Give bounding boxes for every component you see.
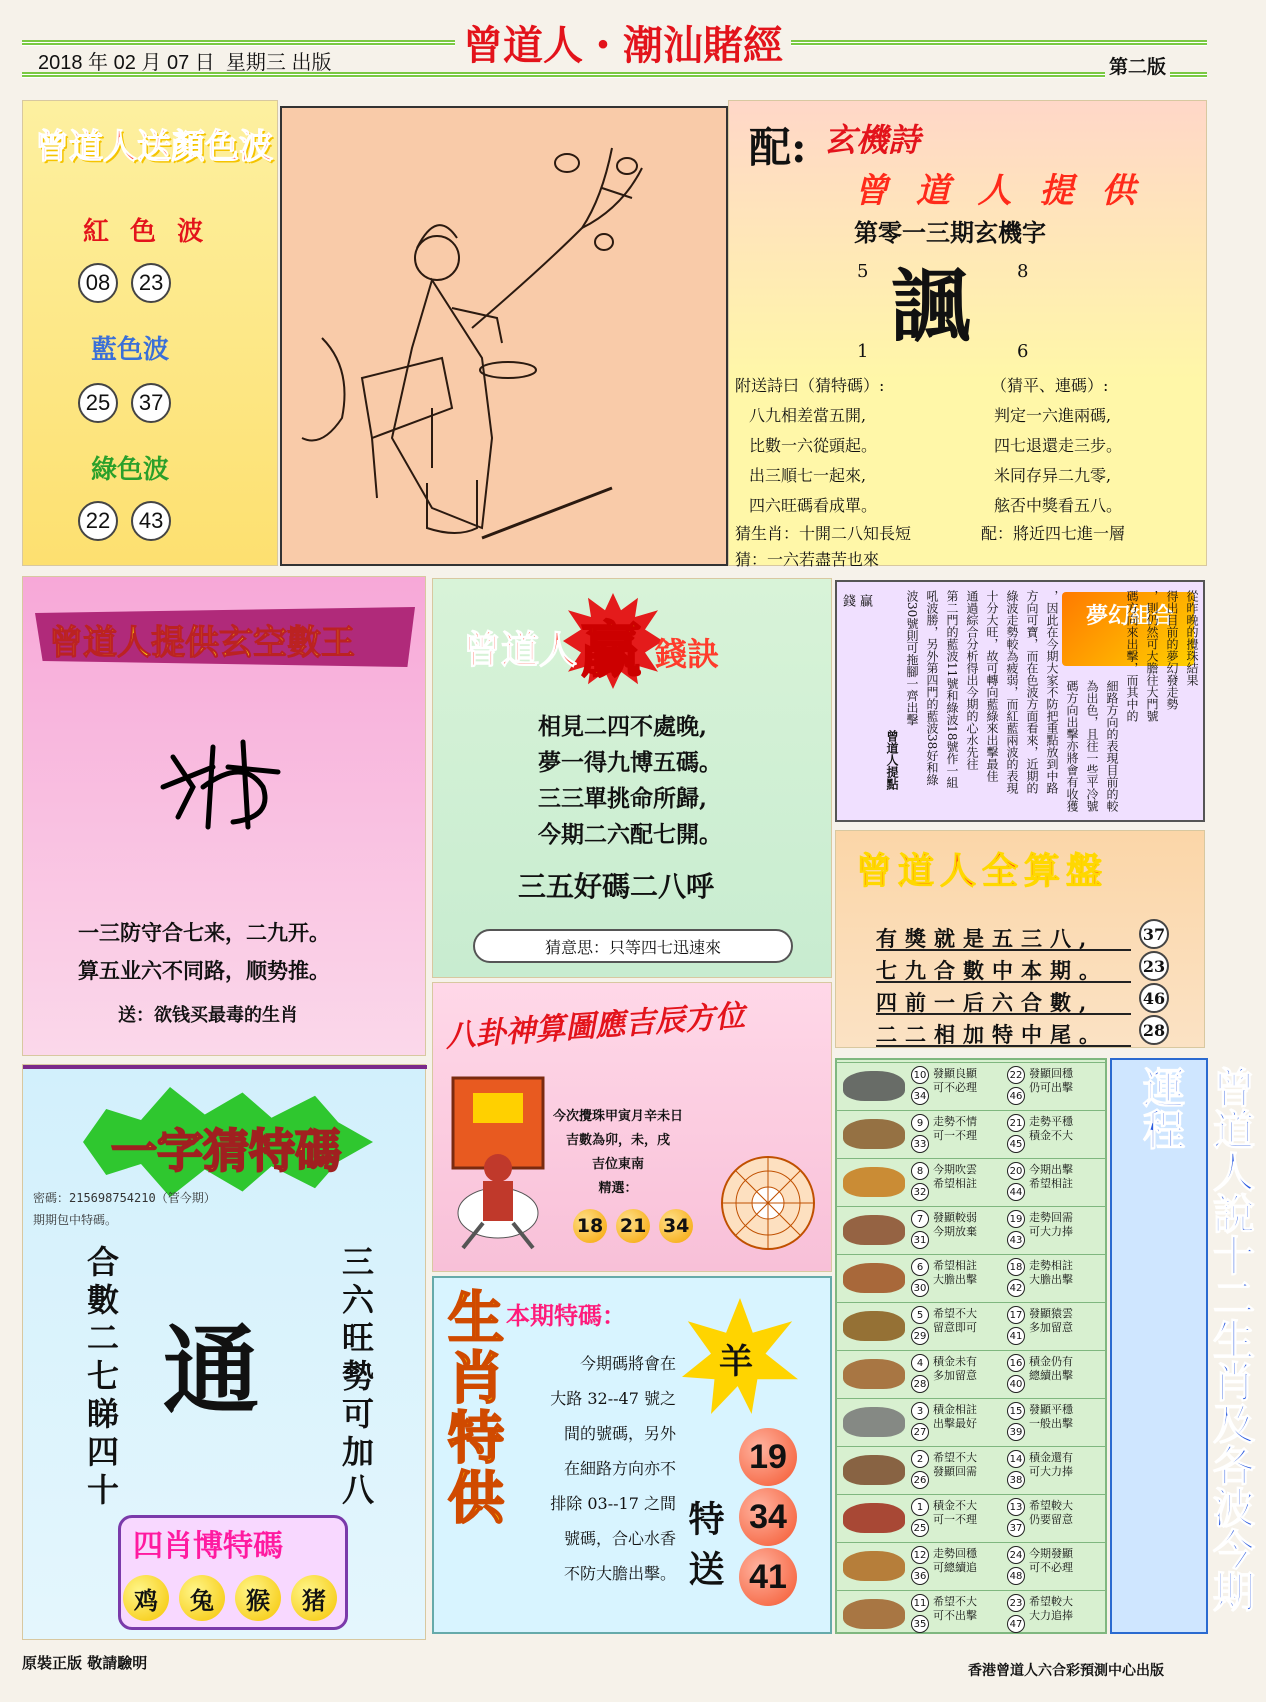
zodiac-number: 15 — [1007, 1402, 1025, 1420]
xuankong-line3: 送：欲钱买最毒的生肖 — [118, 1005, 298, 1026]
bagua-wheel-icon — [718, 1153, 818, 1253]
red-wave-numbers — [78, 263, 171, 303]
zodiac-note: 發顯良顯 可不必理 — [933, 1067, 977, 1094]
zodiac-number: 18 — [1007, 1258, 1025, 1276]
number-ball: 25 — [78, 383, 118, 423]
zodiac-note: 積金相註 出擊最好 — [933, 1403, 977, 1430]
char-num-bl: 1 — [857, 341, 869, 362]
dream-title: 夢幻組合 — [1085, 603, 1174, 629]
number-ball: 08 — [78, 263, 118, 303]
zodiac-number: 21 — [1007, 1114, 1025, 1132]
dream-columns: 從昨晚的攪珠結果 得出目前的夢幻發走勢 ，則仍然可大膽往大門號 碼方向來出擊，而其中的 細路方向的表現目前的較 為出色，且往一些平冷號 碼方向出擊亦將會有收獲 ，因此在今期大家不防把重點放到中路 方向可寶，而在色波方面看來，近期的 綠波走勢較為疲弱，而紅藍兩波的表現 十分大旺，故可轉向藍綠來出擊最佳 通過綜合分析得出今期的心水先往 第二門的藍波11號和綠波18號作一組 吼波勝，另外第四門的藍波38好和綠 波30號則可拖腳一齊出擊 曾道人提點 — [861, 590, 1201, 818]
win-title-b: 贏 — [581, 616, 641, 686]
zodiac-number: 24 — [1007, 1546, 1025, 1564]
one-char-char: 通 — [163, 1314, 259, 1427]
zodiac-note: 積金仍有 總續出擊 — [1029, 1355, 1073, 1382]
dream-signature: 曾道人提點 — [885, 730, 899, 790]
zodiac-number: 22 — [1007, 1066, 1025, 1084]
horse-icon — [843, 1359, 905, 1389]
zodiac-table-side — [1110, 1058, 1256, 1634]
zodiac-number: 40 — [1007, 1375, 1025, 1393]
zodiac-note: 走勢不情 可一不理 — [933, 1115, 977, 1142]
win-guess-label: 猜意思： — [544, 937, 609, 957]
zodiac-number: 37 — [1007, 1519, 1025, 1537]
number-ball: 43 — [131, 501, 171, 541]
four-zodiac-title: 四肖博特碼 — [133, 1529, 283, 1564]
zodiac-note: 發顯猿雲 多加留意 — [1029, 1307, 1073, 1334]
footer-right: 香港曾道人六合彩預測中心出版 — [968, 1663, 1164, 1679]
poem-subtitle: 第零一三期玄機字 — [854, 218, 1046, 247]
four-zodiac-list: 鸡 兔 猴 猪 — [123, 1575, 337, 1621]
blue-wave-numbers — [78, 383, 171, 423]
left-poem: 八九相差當五開, 比數一六從頭起。 出三順七一起來, 四六旺碼看成單。 — [749, 406, 878, 515]
zodiac-number: 6 — [911, 1258, 929, 1276]
zodiac-note: 積金不大 可一不理 — [933, 1499, 977, 1526]
calc-row: 四前一后六合數, 46 — [876, 987, 1131, 1015]
zodiac-special-text: 今期碼將會在 大路 32--47 號之 間的號碼，另外 在細路方向亦不 排除 03--17 之間 號碼，合心水香 不防大膽出擊。 — [550, 1354, 676, 1583]
zodiac-note: 走勢平穩 積金不大 — [1029, 1115, 1073, 1142]
zodiac-number: 11 — [911, 1594, 929, 1612]
zodiac-note: 希望不大 可不出擊 — [933, 1595, 977, 1622]
zodiac-number: 26 — [911, 1471, 929, 1489]
zodiac-number: 48 — [1007, 1567, 1025, 1585]
zodiac-number: 13 — [1007, 1498, 1025, 1516]
win-verses: 相見二四不處晚, 夢一得九博五碼。 三三單挑命所歸, 今期二六配七開。 — [538, 713, 722, 848]
char-num-tl: 5 — [857, 261, 869, 282]
rabbit-icon — [843, 1215, 905, 1245]
zodiac-number: 14 — [1007, 1450, 1025, 1468]
pig-icon — [843, 1599, 905, 1629]
zodiac-number: 27 — [911, 1423, 929, 1441]
zodiac-note: 走勢回穩 可總續追 — [933, 1547, 977, 1574]
right-poem: 判定一六進兩碼, 四七退還走三步。 米同存异二九零, 舷否中獎看五八。 — [994, 406, 1123, 515]
zodiac-number: 16 — [1007, 1354, 1025, 1372]
bagua-title: 八卦神算圖應吉辰方位 — [444, 998, 747, 1055]
zodiac-number: 2 — [911, 1450, 929, 1468]
zodiac-special-panel — [432, 1276, 832, 1634]
dog-icon — [843, 1551, 905, 1581]
xuankong-title: 曾道人提供玄空數王 — [49, 623, 355, 663]
one-char-title: 一字猜特碼 — [111, 1124, 341, 1178]
zodiac-special-side: 生肖特供 — [439, 1288, 505, 1528]
zodiac-number: 25 — [911, 1519, 929, 1537]
calc-panel — [835, 830, 1205, 1048]
zodiac-row — [837, 1398, 1105, 1444]
number-ball: 21 — [616, 1209, 650, 1243]
zodiac-number: 30 — [911, 1279, 929, 1297]
secret-note: 期期包中特碼。 — [33, 1213, 118, 1227]
zodiac-note: 今期吹雲 希望相註 — [933, 1163, 977, 1190]
win-title-a: 曾道人 — [463, 627, 578, 672]
blue-wave-label: 藍色波 — [91, 335, 170, 365]
mystery-character: 諷 — [891, 259, 971, 353]
bagua-numbers — [573, 1209, 693, 1243]
win-money-panel — [432, 578, 832, 978]
footer-left: 原裝正版 敬請驗明 — [22, 1654, 148, 1672]
xuankong-panel — [22, 576, 426, 1056]
snake-icon — [843, 1311, 905, 1341]
zodiac-number: 20 — [1007, 1162, 1025, 1180]
poem-title: 玄機詩 — [824, 121, 921, 159]
zodiac-note: 希望較大 仍要留意 — [1029, 1499, 1073, 1526]
number-ball: 34 — [739, 1488, 797, 1546]
guess-zodiac: 猜生肖：十開二八知長短 — [735, 524, 912, 543]
zodiac-number: 35 — [911, 1615, 929, 1633]
zodiac-number: 34 — [911, 1087, 929, 1105]
rooster-icon — [843, 1503, 905, 1533]
zodiac-row — [837, 1206, 1105, 1252]
zodiac-note: 希望不大 留意即可 — [933, 1307, 977, 1334]
zodiac-number: 31 — [911, 1231, 929, 1249]
zodiac-note: 積金未有 多加留意 — [933, 1355, 977, 1382]
char-num-br: 6 — [1017, 341, 1029, 362]
number-ball: 41 — [739, 1548, 797, 1606]
zodiac-number: 46 — [1007, 1087, 1025, 1105]
color-wave-panel — [22, 100, 278, 566]
zodiac-note: 發顯平穩 一般出擊 — [1029, 1403, 1073, 1430]
color-wave-title: 曾道人送顏色波 — [35, 127, 273, 167]
bagua-text: 今次攪珠甲寅月辛未日 吉數為卯，未，戌 吉位東南 精選： — [552, 1109, 683, 1196]
zodiac-number: 23 — [1007, 1594, 1025, 1612]
zodiac-number: 36 — [911, 1567, 929, 1585]
guess-last: 猜：一六若盡苦也來 — [735, 550, 880, 569]
zodiac-number: 7 — [911, 1210, 929, 1228]
win-guess-box — [473, 929, 793, 963]
zodiac-note: 積金還有 可大力捧 — [1029, 1451, 1073, 1478]
zodiac-row — [837, 1350, 1105, 1396]
zodiac-number: 10 — [911, 1066, 929, 1084]
zodiac-note: 走勢回需 可大力捧 — [1029, 1211, 1073, 1238]
lady-illustration — [280, 106, 728, 566]
zodiac-animal: 羊 — [719, 1342, 753, 1382]
win-guess-text: 只等四七迅速來 — [609, 937, 722, 957]
one-char-right: 三六旺勢可加八 — [337, 1245, 375, 1511]
zodiac-row — [837, 1062, 1105, 1108]
secret-code: 密碼：215698754210（管今期） — [33, 1191, 216, 1205]
zodiac-note: 希望相註 大膽出擊 — [933, 1259, 977, 1286]
zodiac-number: 29 — [911, 1327, 929, 1345]
zodiac-row — [837, 1590, 1105, 1636]
zodiac-number: 9 — [911, 1114, 929, 1132]
zodiac-number: 45 — [1007, 1135, 1025, 1153]
calc-number: 46 — [1139, 983, 1169, 1013]
zodiac-row — [837, 1254, 1105, 1300]
publish-date: 2018 年 02 月 07 日 星期三 出版 — [38, 52, 332, 74]
zodiac-number: 5 — [911, 1306, 929, 1324]
calc-row: 有獎就是五三八, 37 — [876, 923, 1131, 951]
zodiac-note: 走勢相註 大膽出擊 — [1029, 1259, 1073, 1286]
left-poem-heading: 附送詩曰（猜特碼）: — [735, 376, 885, 395]
zodiac-special-numbers — [739, 1428, 797, 1606]
ox-icon — [843, 1119, 905, 1149]
dream-body: 贏 錢 — [840, 594, 872, 607]
zodiac-number: 3 — [911, 1402, 929, 1420]
poem-panel — [728, 100, 1207, 569]
zodiac-row — [837, 1110, 1105, 1156]
calc-number: 28 — [1139, 1015, 1169, 1045]
zodiac-number: 17 — [1007, 1306, 1025, 1324]
zodiac-note: 希望較大 大力追捧 — [1029, 1595, 1073, 1622]
zodiac-note: 發顯較弱 今期放棄 — [933, 1211, 977, 1238]
xuankong-line2: 算五业六不同路，顺势推。 — [78, 958, 330, 983]
zodiac-number: 4 — [911, 1354, 929, 1372]
number-ball: 19 — [739, 1428, 797, 1486]
zodiac-note: 今期發顯 可不必理 — [1029, 1547, 1073, 1574]
pei-label: 配: — [749, 123, 807, 172]
green-wave-numbers — [78, 501, 171, 541]
zodiac-number: 47 — [1007, 1615, 1025, 1633]
goat-icon — [843, 1407, 905, 1437]
zodiac-number: 12 — [911, 1546, 929, 1564]
calc-number: 23 — [1139, 951, 1169, 981]
number-ball: 22 — [78, 501, 118, 541]
zodiac-number: 41 — [1007, 1327, 1025, 1345]
zodiac-table — [835, 1058, 1107, 1634]
monkey-icon — [843, 1455, 905, 1485]
zodiac-number: 33 — [911, 1135, 929, 1153]
number-ball: 37 — [131, 383, 171, 423]
bagua-panel — [432, 982, 832, 1272]
zodiac-number: 19 — [1007, 1210, 1025, 1228]
number-ball: 18 — [573, 1209, 607, 1243]
green-wave-label: 綠色波 — [91, 455, 170, 485]
zodiac-table-title: 曾道人說十二生肖及各波今期運程 — [1137, 1066, 1256, 1612]
zodiac-number: 39 — [1007, 1423, 1025, 1441]
zodiac-number: 8 — [911, 1162, 929, 1180]
zodiac-send: 特送 — [683, 1500, 725, 1600]
win-title-c: 錢訣 — [655, 635, 720, 673]
red-wave-label: 紅 色 波 — [83, 217, 210, 247]
xuankong-line1: 一三防守合七来，二九开。 — [78, 920, 330, 945]
calc-title: 曾道人全算盤 — [856, 850, 1109, 892]
dragon-icon — [843, 1263, 905, 1293]
char-num-tr: 8 — [1017, 261, 1029, 282]
zodiac-special-title: 本期特碼： — [506, 1301, 626, 1330]
lady-drawing — [282, 108, 726, 564]
zodiac-row — [837, 1302, 1105, 1348]
calc-row: 七九合數中本期。 23 — [876, 955, 1131, 983]
number-ball: 34 — [659, 1209, 693, 1243]
tiger-icon — [843, 1167, 905, 1197]
calc-number: 37 — [1139, 919, 1169, 949]
zodiac-number: 1 — [911, 1498, 929, 1516]
guess-pei: 配：將近四七進一層 — [981, 524, 1126, 543]
zodiac-note: 希望不大 發顯回需 — [933, 1451, 977, 1478]
win-extra: 三五好碼二八呼 — [518, 870, 715, 903]
one-char-left: 合數二七睇四十 — [82, 1245, 120, 1511]
zodiac-number: 38 — [1007, 1471, 1025, 1489]
number-ball: 23 — [131, 263, 171, 303]
zodiac-row — [837, 1158, 1105, 1204]
zodiac-note: 發顯回穩 仍可出擊 — [1029, 1067, 1073, 1094]
masthead-title: 曾道人・潮汕賭經 — [455, 14, 791, 71]
rat-icon — [843, 1071, 905, 1101]
calc-row: 二二相加特中尾。 28 — [876, 1019, 1131, 1047]
edition-label: 第二版 — [1105, 52, 1170, 79]
zodiac-number: 42 — [1007, 1279, 1025, 1297]
right-poem-heading: （猜平、連碼）: — [991, 376, 1109, 395]
zodiac-note: 今期出擊 希望相註 — [1029, 1163, 1073, 1190]
one-char-panel — [22, 1064, 426, 1640]
zodiac-number: 28 — [911, 1375, 929, 1393]
zodiac-number: 43 — [1007, 1231, 1025, 1249]
zodiac-row — [837, 1494, 1105, 1540]
zodiac-number: 32 — [911, 1183, 929, 1201]
zodiac-row — [837, 1446, 1105, 1492]
poem-provider: 曾 道 人 提 供 — [854, 171, 1144, 211]
zodiac-number: 44 — [1007, 1183, 1025, 1201]
zodiac-row — [837, 1542, 1105, 1588]
dream-panel — [835, 580, 1205, 822]
brush-character — [153, 727, 293, 837]
